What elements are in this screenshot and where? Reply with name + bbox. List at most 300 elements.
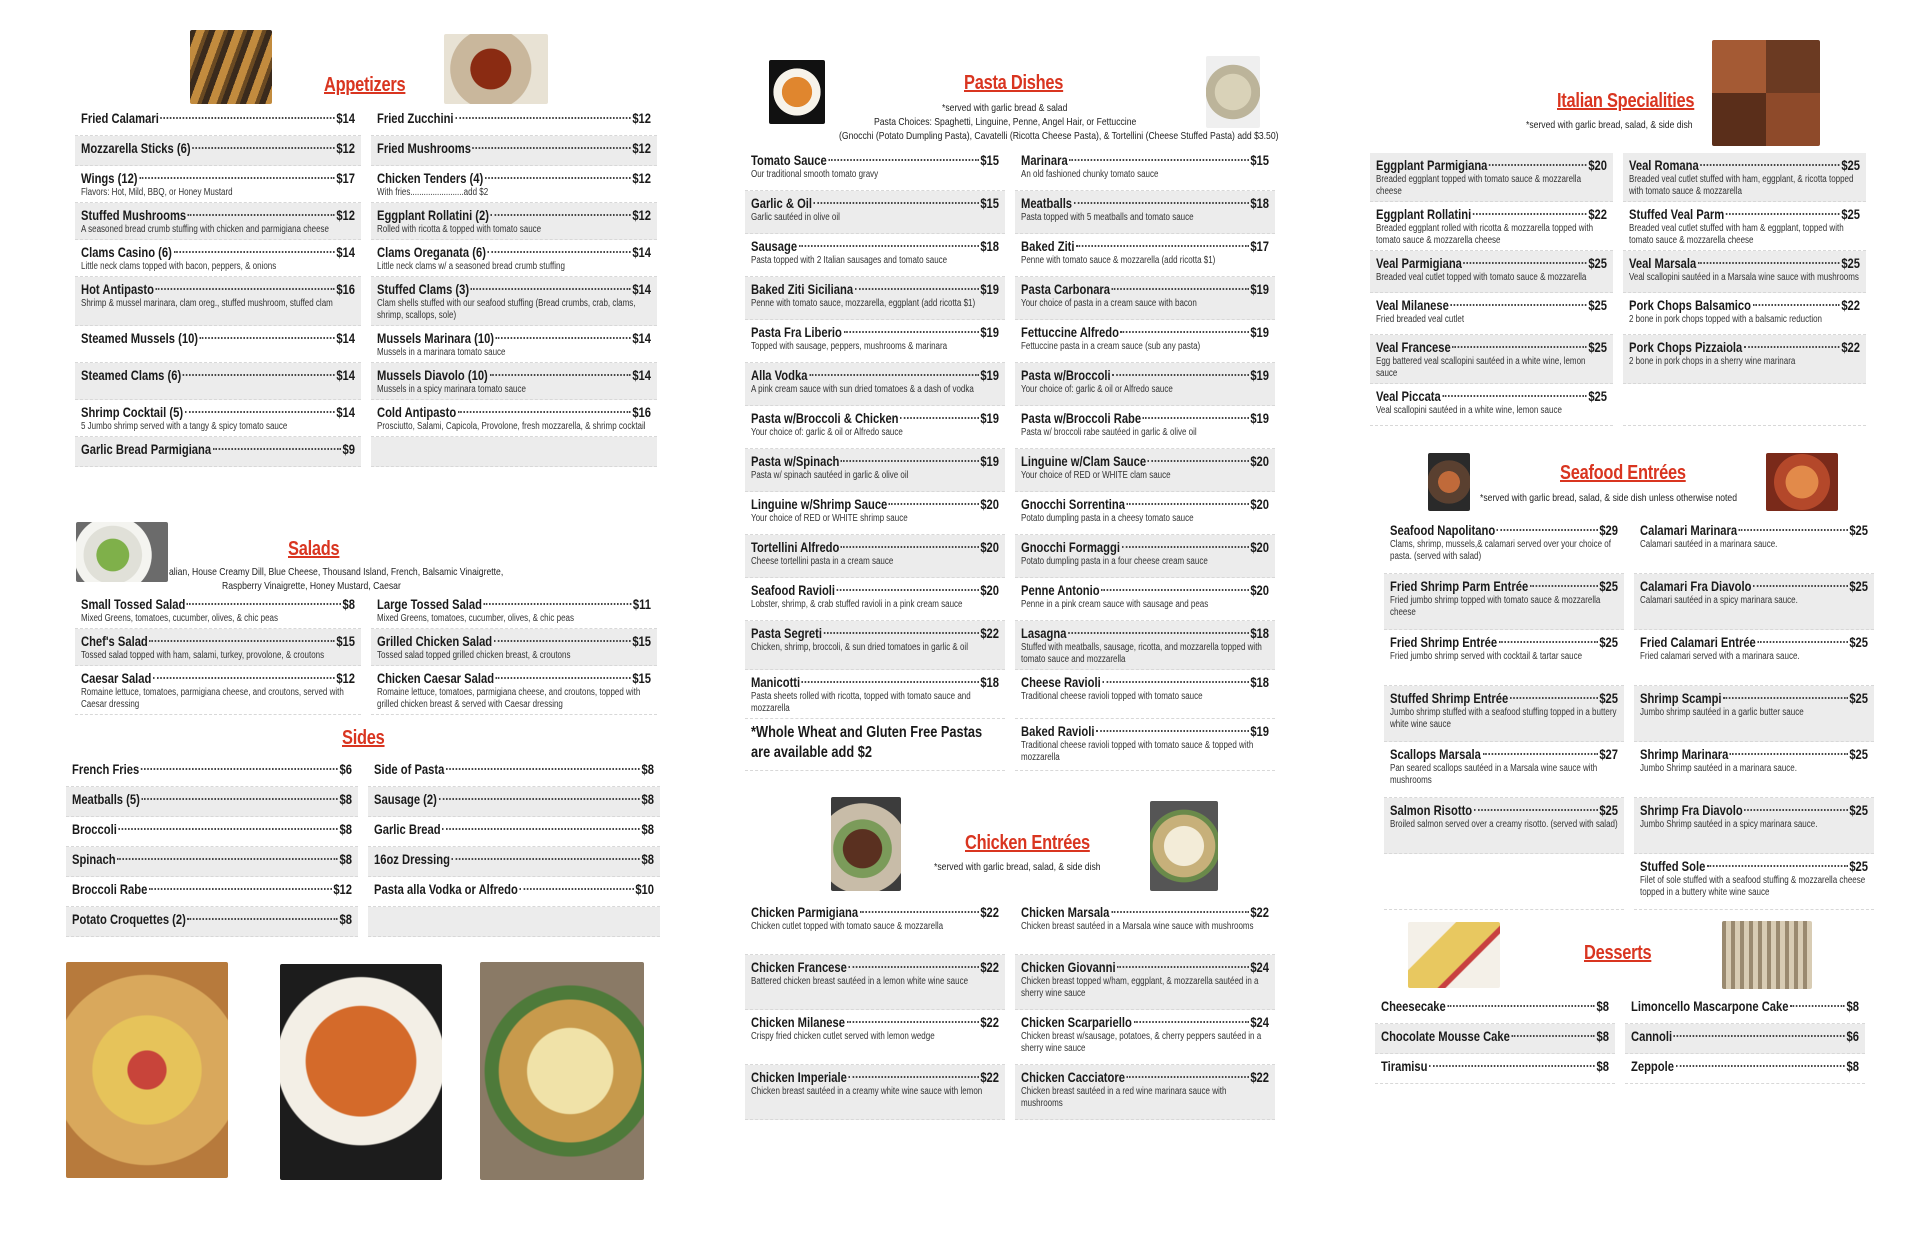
item-price: $25 xyxy=(1588,297,1607,313)
item-line xyxy=(374,821,654,837)
item-name: Fried Zucchini xyxy=(377,110,454,126)
item-line xyxy=(1390,522,1618,538)
leader-dots xyxy=(847,1021,979,1023)
menu-item-tomato-sauce xyxy=(745,148,1005,191)
item-line xyxy=(377,670,651,686)
item-line xyxy=(374,881,654,897)
menu-item-tiramisu xyxy=(1375,1054,1615,1084)
leader-dots xyxy=(1723,697,1848,699)
item-name: Wings (12) xyxy=(81,170,138,186)
item-line xyxy=(377,633,651,649)
item-description: Romaine lettuce, tomatoes, parmigiana cheese, and croutons, served with Caesar dressing xyxy=(81,687,344,710)
item-line xyxy=(377,244,651,260)
item-line xyxy=(751,195,999,211)
sauce-photo xyxy=(769,60,825,124)
menu-item-calamari-fra-diavolo xyxy=(1634,574,1874,630)
item-price: $25 xyxy=(1841,157,1860,173)
item-price: $22 xyxy=(980,1069,999,1085)
menu-item-shrimp-scampi xyxy=(1634,686,1874,742)
menu-item-chicken-tenders-4 xyxy=(371,166,657,203)
item-name: Eggplant Parmigiana xyxy=(1376,157,1488,173)
whole-wheat-note xyxy=(745,719,1005,771)
item-name: Veal Milanese xyxy=(1376,297,1449,313)
item-name: Meatballs xyxy=(1021,195,1073,211)
item-price: $9 xyxy=(342,441,355,457)
leader-dots xyxy=(837,589,979,591)
item-price: $19 xyxy=(980,281,999,297)
item-name: Cannoli xyxy=(1631,1028,1673,1044)
item-name: Scallops Marsala xyxy=(1390,746,1481,762)
item-name: Calamari Fra Diavolo xyxy=(1640,578,1752,594)
menu-item-chicken-francese xyxy=(745,955,1005,1010)
item-description: Romaine lettuce, tomatoes, parmigiana cheese, and croutons, topped with grilled chicken breast & served with Caesar dressing xyxy=(377,687,641,710)
item-description: Your choice of: garlic & oil or Alfredo sauce xyxy=(751,427,903,438)
item-name: Chicken Parmigiana xyxy=(751,904,859,920)
item-line xyxy=(81,596,355,612)
leader-dots xyxy=(489,374,630,376)
leader-dots xyxy=(855,288,979,290)
leader-dots xyxy=(192,147,335,149)
pasta-plate-photo xyxy=(280,964,442,1180)
item-name: Pasta w/Spinach xyxy=(751,453,840,469)
item-line xyxy=(81,670,355,686)
item-price: $25 xyxy=(1849,634,1868,650)
item-name: Caesar Salad xyxy=(81,670,152,686)
item-price: $19 xyxy=(1250,367,1269,383)
leader-dots xyxy=(1127,503,1249,505)
item-price: $25 xyxy=(1849,578,1868,594)
leader-dots xyxy=(488,251,631,253)
item-line xyxy=(377,170,651,186)
menu-item-mussels-diavolo-10 xyxy=(371,363,657,400)
item-price: $18 xyxy=(1250,674,1269,690)
chicken-parm-photo xyxy=(480,962,644,1180)
menu-item-fried-mushrooms xyxy=(371,136,657,166)
menu-item-pasta-alla-vodka-or-alfredo xyxy=(368,877,660,907)
item-description: Pasta w/ broccoli rabe sautéed in garlic & olive oil xyxy=(1021,427,1197,438)
item-description: Chicken cutlet topped with tomato sauce & mozzarella xyxy=(751,921,944,932)
item-name: Chicken Giovanni xyxy=(1021,959,1116,975)
item-line xyxy=(1640,690,1868,706)
menu-item-veal-romana xyxy=(1623,153,1866,202)
item-line xyxy=(1021,539,1269,555)
item-description: Chicken breast w/sausage, potatoes, & cherry peppers sautéed in a sherry wine sauce xyxy=(1021,1031,1262,1054)
leader-dots xyxy=(1730,753,1848,755)
item-price: $14 xyxy=(632,330,651,346)
leader-dots xyxy=(1474,809,1598,811)
leader-dots xyxy=(1739,529,1848,531)
item-description: 2 bone in pork chops in a sherry wine marinara xyxy=(1629,356,1796,367)
dressings-line-2: Raspberry Vinaigrette, Honey Mustard, Caesar xyxy=(222,580,401,592)
item-description: Filet of sole stuffed with a seafood stuffing & mozzarella cheese topped in a buttery white wine sauce xyxy=(1640,875,1866,898)
menu-item-steamed-mussels-10 xyxy=(75,326,361,363)
item-price: $12 xyxy=(336,207,355,223)
menu-item-pasta-w-broccoli-rabe xyxy=(1015,406,1275,449)
item-name: Veal Parmigiana xyxy=(1376,255,1462,271)
item-line xyxy=(81,170,355,186)
chicken-dish-photo-2 xyxy=(1150,801,1218,891)
leader-dots xyxy=(1511,1035,1594,1037)
leader-dots xyxy=(1068,632,1249,634)
item-line xyxy=(1640,746,1868,762)
item-name: Baked Ravioli xyxy=(1021,723,1095,739)
item-description: Fried jumbo shrimp served with cocktail & tartar sauce xyxy=(1390,651,1583,662)
item-price: $20 xyxy=(980,582,999,598)
leader-dots xyxy=(438,798,639,800)
menu-item-meatballs xyxy=(1015,191,1275,234)
item-price: $25 xyxy=(1599,802,1618,818)
item-line xyxy=(1631,1028,1859,1044)
item-name: Mussels Diavolo (10) xyxy=(377,367,488,383)
item-price: $15 xyxy=(632,670,651,686)
menu-item-stuffed-veal-parm xyxy=(1623,202,1866,251)
item-name: Sausage xyxy=(751,238,798,254)
leader-dots xyxy=(848,1076,978,1078)
item-price: $19 xyxy=(1250,324,1269,340)
item-line xyxy=(1021,367,1269,383)
item-line xyxy=(1021,410,1269,426)
item-name: Linguine w/Shrimp Sauce xyxy=(751,496,888,512)
item-line xyxy=(1021,959,1269,975)
item-name: Broccoli Rabe xyxy=(72,881,148,897)
item-description: Breaded veal cutlet topped with tomato sauce & mozzarella xyxy=(1376,272,1587,283)
item-price: $25 xyxy=(1841,255,1860,271)
item-name: Tiramisu xyxy=(1381,1058,1428,1074)
item-line xyxy=(1390,690,1618,706)
menu-item-pasta-segreti xyxy=(745,621,1005,670)
item-name: Mussels Marinara (10) xyxy=(377,330,495,346)
item-price: $12 xyxy=(333,881,352,897)
leader-dots xyxy=(187,603,341,605)
item-price: $11 xyxy=(632,596,651,612)
item-name: Fried Calamari xyxy=(81,110,159,126)
item-price: $12 xyxy=(632,140,651,156)
item-name: Chicken Tenders (4) xyxy=(377,170,484,186)
item-line xyxy=(81,367,355,383)
item-name: Shrimp Cocktail (5) xyxy=(81,404,184,420)
item-name: Clams Oreganata (6) xyxy=(377,244,486,260)
item-price: $25 xyxy=(1849,858,1868,874)
item-name: Pasta Carbonara xyxy=(1021,281,1111,297)
item-name: Clams Casino (6) xyxy=(81,244,172,260)
appetizers-title: Appetizers xyxy=(324,74,406,96)
item-description: Calamari sautéed in a marinara sauce. xyxy=(1640,539,1778,550)
item-line xyxy=(377,140,651,156)
menu-item-chicken-milanese xyxy=(745,1010,1005,1065)
chicken-grid xyxy=(745,900,1275,1120)
item-name: Side of Pasta xyxy=(374,761,445,777)
item-name: Eggplant Rollatini xyxy=(1376,206,1472,222)
item-line xyxy=(81,404,355,420)
item-description: Chicken breast sautéed in a red wine marinara sauce with mushrooms xyxy=(1021,1086,1227,1109)
leader-dots xyxy=(519,888,633,890)
item-name: Veal Francese xyxy=(1376,339,1451,355)
item-price: $15 xyxy=(980,152,999,168)
item-line xyxy=(1021,496,1269,512)
item-line xyxy=(1376,388,1607,404)
leader-dots xyxy=(1753,585,1848,587)
item-name: Mozzarella Sticks (6) xyxy=(81,140,191,156)
menu-item-penne-antonio xyxy=(1015,578,1275,621)
menu-item-sausage xyxy=(745,234,1005,277)
empty-cell xyxy=(371,437,657,467)
menu-item-broccoli xyxy=(66,817,358,847)
item-name: Tomato Sauce xyxy=(751,152,827,168)
leader-dots xyxy=(1700,164,1839,166)
item-description: Your choice of RED or WHITE clam sauce xyxy=(1021,470,1171,481)
item-line xyxy=(751,625,999,641)
item-price: $8 xyxy=(1846,1058,1859,1074)
item-price: $22 xyxy=(1841,297,1860,313)
menu-item-manicotti xyxy=(745,670,1005,719)
item-name: Veal Romana xyxy=(1629,157,1699,173)
item-name: Tortellini Alfredo xyxy=(751,539,840,555)
item-name: Limoncello Mascarpone Cake xyxy=(1631,998,1789,1014)
menu-item-potato-croquettes-2 xyxy=(66,907,358,937)
item-price: $14 xyxy=(336,330,355,346)
item-price: $8 xyxy=(342,596,355,612)
item-name: Seafood Napolitano xyxy=(1390,522,1496,538)
dessert-photo xyxy=(1722,921,1812,989)
leader-dots xyxy=(494,640,631,642)
menu-item-side-of-pasta xyxy=(368,757,660,787)
item-description: Crispy fried chicken cutlet served with lemon wedge xyxy=(751,1031,935,1042)
item-line xyxy=(751,1069,999,1085)
item-name: Stuffed Clams (3) xyxy=(377,281,470,297)
leader-dots xyxy=(452,858,640,860)
item-price: $14 xyxy=(336,404,355,420)
item-line xyxy=(1390,634,1618,650)
item-name: Hot Antipasto xyxy=(81,281,154,297)
item-price: $18 xyxy=(980,238,999,254)
pasta-note-served: *served with garlic bread & salad xyxy=(942,102,1068,114)
item-description: Breaded veal cutlet stuffed with ham & eggplant, topped with tomato sauce & mozzarella cheese xyxy=(1629,223,1844,246)
menu-item-cheese-ravioli xyxy=(1015,670,1275,719)
item-name: Small Tossed Salad xyxy=(81,596,186,612)
item-price: $20 xyxy=(1250,582,1269,598)
item-description: Broiled salmon served over a creamy risotto. (served with salad) xyxy=(1390,819,1618,830)
leader-dots xyxy=(471,288,631,290)
item-description: Lobster, shrimp, & crab stuffed ravioli in a pink cream sauce xyxy=(751,599,963,610)
item-price: $25 xyxy=(1588,255,1607,271)
item-description: Mussels in a spicy marinara tomato sauce xyxy=(377,384,526,395)
item-price: $22 xyxy=(1588,206,1607,222)
item-price: $8 xyxy=(1596,1058,1609,1074)
item-name: Chicken Marsala xyxy=(1021,904,1110,920)
menu-item-chicken-caesar-salad xyxy=(371,666,657,715)
menu-item-seafood-napolitano xyxy=(1384,518,1624,574)
item-price: $25 xyxy=(1588,339,1607,355)
item-line xyxy=(751,367,999,383)
item-price: $25 xyxy=(1849,746,1868,762)
item-line xyxy=(81,281,355,297)
item-name: 16oz Dressing xyxy=(374,851,450,867)
item-price: $19 xyxy=(1250,410,1269,426)
item-price: $19 xyxy=(980,453,999,469)
leader-dots xyxy=(1101,589,1249,591)
leader-dots xyxy=(1076,245,1249,247)
item-name: Pasta w/Broccoli xyxy=(1021,367,1111,383)
leader-dots xyxy=(188,214,335,216)
item-line xyxy=(1631,1058,1859,1074)
item-description: Pasta topped with 5 meatballs and tomato sauce xyxy=(1021,212,1194,223)
leader-dots xyxy=(1744,346,1840,348)
leader-dots xyxy=(802,681,979,683)
item-price: $25 xyxy=(1588,388,1607,404)
leader-dots xyxy=(1112,288,1249,290)
item-price: $19 xyxy=(980,324,999,340)
menu-item-chicken-marsala xyxy=(1015,900,1275,955)
item-description: Fried breaded veal cutlet xyxy=(1376,314,1465,325)
item-name: Pork Chops Balsamico xyxy=(1629,297,1751,313)
item-price: $25 xyxy=(1849,690,1868,706)
item-description: Fried calamari served with a marinara sauce. xyxy=(1640,651,1800,662)
menu-item-chicken-cacciatore xyxy=(1015,1065,1275,1120)
leader-dots xyxy=(160,117,334,119)
item-price: $25 xyxy=(1849,802,1868,818)
menu-item-tortellini-alfredo xyxy=(745,535,1005,578)
item-line xyxy=(1390,802,1618,818)
item-name: Chef's Salad xyxy=(81,633,148,649)
item-line xyxy=(377,281,651,297)
item-price: $8 xyxy=(339,791,352,807)
seafood-grid xyxy=(1384,518,1874,910)
item-description: Tossed salad topped with ham, salami, turkey, provolone, & croutons xyxy=(81,650,325,661)
leader-dots xyxy=(1510,697,1598,699)
alfredo-photo xyxy=(1206,56,1260,128)
item-name: Eggplant Rollatini (2) xyxy=(377,207,489,223)
item-line xyxy=(1376,297,1607,313)
leader-dots xyxy=(156,288,335,290)
menu-item-seafood-ravioli xyxy=(745,578,1005,621)
item-price: $18 xyxy=(1250,195,1269,211)
leader-dots xyxy=(1744,809,1847,811)
item-name: Salmon Risotto xyxy=(1390,802,1473,818)
item-description: Battered chicken breast sautéed in a lemon white wine sauce xyxy=(751,976,969,987)
item-price: $18 xyxy=(980,674,999,690)
item-price: $8 xyxy=(641,821,654,837)
item-price: $8 xyxy=(641,851,654,867)
item-price: $14 xyxy=(632,281,651,297)
item-line xyxy=(377,207,651,223)
menu-item-linguine-w-shrimp-sauce xyxy=(745,492,1005,535)
item-price: $17 xyxy=(336,170,355,186)
leader-dots xyxy=(1698,262,1840,264)
item-price: $25 xyxy=(1599,634,1618,650)
item-line xyxy=(1021,904,1269,920)
menu-item-sausage-2 xyxy=(368,787,660,817)
item-price: $14 xyxy=(632,244,651,260)
item-name: Cheesecake xyxy=(1381,998,1446,1014)
item-price: $20 xyxy=(1250,496,1269,512)
item-line xyxy=(1021,625,1269,641)
item-price: $20 xyxy=(1588,157,1607,173)
pizza-photo xyxy=(66,962,228,1178)
item-name: Alla Vodka xyxy=(751,367,808,383)
menu-item-stuffed-mushrooms xyxy=(75,203,361,240)
item-description: Your choice of RED or WHITE shrimp sauce xyxy=(751,513,908,524)
menu-item-baked-ravioli xyxy=(1015,719,1275,771)
leader-dots xyxy=(1148,460,1249,462)
item-name: Fried Shrimp Entrée xyxy=(1390,634,1498,650)
leader-dots xyxy=(841,460,979,462)
item-line xyxy=(751,904,999,920)
item-price: $24 xyxy=(1250,959,1269,975)
seafood-photo-1 xyxy=(1428,453,1470,511)
item-price: $25 xyxy=(1841,206,1860,222)
menu-item-spinach xyxy=(66,847,358,877)
menu-item-pork-chops-pizzaiola xyxy=(1623,335,1866,384)
item-line xyxy=(751,324,999,340)
menu-item-veal-marsala xyxy=(1623,251,1866,293)
menu-item-large-tossed-salad xyxy=(371,592,657,629)
desserts-title: Desserts xyxy=(1584,942,1652,964)
item-line xyxy=(72,851,352,867)
item-line xyxy=(751,238,999,254)
item-price: $24 xyxy=(1250,1014,1269,1030)
menu-item-fried-shrimp-entr-e xyxy=(1384,630,1624,686)
leader-dots xyxy=(824,632,979,634)
item-price: $15 xyxy=(632,633,651,649)
item-line xyxy=(1390,578,1618,594)
item-price: $29 xyxy=(1599,522,1618,538)
item-line xyxy=(1021,195,1269,211)
item-price: $22 xyxy=(980,1014,999,1030)
item-name: Zeppole xyxy=(1631,1058,1674,1074)
leader-dots xyxy=(889,503,979,505)
item-line xyxy=(72,911,352,927)
item-line xyxy=(377,110,651,126)
seafood-title: Seafood Entrées xyxy=(1560,462,1686,484)
item-line xyxy=(1021,324,1269,340)
item-price: $8 xyxy=(339,911,352,927)
item-description: Chicken breast sautéed in a Marsala wine sauce with mushrooms xyxy=(1021,921,1254,932)
menu-item-pork-chops-balsamico xyxy=(1623,293,1866,335)
item-description: Traditional cheese ravioli topped with tomato sauce xyxy=(1021,691,1203,702)
item-name: Chicken Milanese xyxy=(751,1014,845,1030)
item-name: Garlic Bread xyxy=(374,821,441,837)
leader-dots xyxy=(149,640,334,642)
item-price: $18 xyxy=(1250,625,1269,641)
item-price: $22 xyxy=(980,904,999,920)
leader-dots xyxy=(185,411,335,413)
menu-item-16oz-dressing xyxy=(368,847,660,877)
menu-item-pasta-w-broccoli xyxy=(1015,363,1275,406)
menu-item-hot-antipasto xyxy=(75,277,361,326)
item-name: Broccoli xyxy=(72,821,117,837)
item-line xyxy=(374,761,654,777)
sides-grid xyxy=(66,757,660,937)
item-name: Pasta w/Broccoli & Chicken xyxy=(751,410,899,426)
item-name: Chicken Cacciatore xyxy=(1021,1069,1125,1085)
menu-item-mussels-marinara-10 xyxy=(371,326,657,363)
item-line xyxy=(81,633,355,649)
item-price: $22 xyxy=(1250,904,1269,920)
item-line xyxy=(72,881,352,897)
menu-item-eggplant-parmigiana xyxy=(1370,153,1613,202)
item-description: Potato dumpling pasta in a four cheese cream sauce xyxy=(1021,556,1208,567)
item-name: Stuffed Shrimp Entrée xyxy=(1390,690,1509,706)
wings-photo xyxy=(444,34,548,104)
item-name: Pasta Segreti xyxy=(751,625,822,641)
item-price: $8 xyxy=(339,851,352,867)
menu-item-limoncello-mascarpone-cake xyxy=(1625,994,1865,1024)
pasta-extra-note: (Gnocchi (Potato Dumpling Pasta), Cavatelli (Ricotta Cheese Pasta), & Tortellini (Cheese Stuffed Pasta) add $3.50) xyxy=(839,130,1279,142)
leader-dots xyxy=(1143,417,1249,419)
item-name: Fried Mushrooms xyxy=(377,140,471,156)
item-name: Cold Antipasto xyxy=(377,404,457,420)
menu-item-caesar-salad xyxy=(75,666,361,715)
